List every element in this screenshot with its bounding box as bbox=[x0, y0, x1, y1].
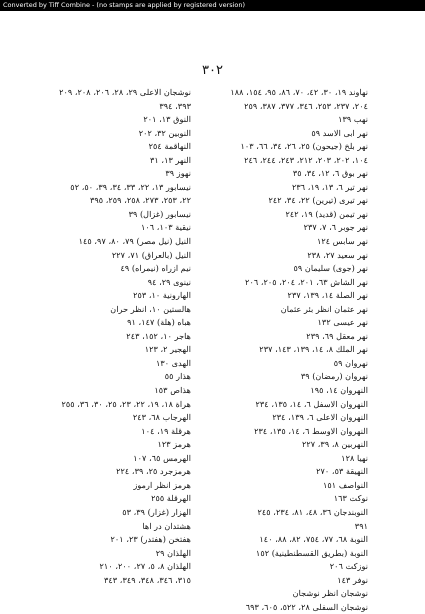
index-entry: النهربين ٨، ٣٩، ٢٢٧ bbox=[301, 439, 368, 450]
index-entry: نهروان (رمضان) ٣٩ bbox=[300, 371, 368, 382]
index-entry: النوبين ٣٢، ٢٠٢ bbox=[138, 127, 191, 138]
index-entry: النوبة ٦٨، ٧٧، ٧٥٤، ٨٢، ٨٨، ١٤٠ bbox=[259, 534, 368, 545]
index-entry: نهوز ٣٩ bbox=[165, 168, 191, 179]
index-entry: هرقلة ١٩، ١٠٤ bbox=[141, 425, 191, 436]
index-entry: نوشجان السفلى ٢٨، ٥٢٢، ٦٠٥، ٦٩٣ bbox=[245, 601, 368, 612]
index-entry: النهروان ١٤، ١٩٥ bbox=[310, 385, 368, 396]
index-entry: نهر الشاش ٦٣، ٢٠١، ٢٠٤، ٢٠٥، ٢٠٦ bbox=[245, 276, 368, 287]
index-entry: النهيقة ٥٣، ٢٧٠ bbox=[316, 466, 368, 477]
index-entry: نهر تير ٦، ١٣، ١٩، ٢٣٦ bbox=[292, 181, 368, 192]
index-entry: النوبة (بطريق القسطنطينية) ١٥٢ bbox=[255, 547, 368, 558]
index-entry: النواصف ١٥١ bbox=[323, 479, 368, 490]
index-entry: هرمز ١٢٣ bbox=[157, 439, 191, 450]
page-number: ٣٠٢ bbox=[202, 63, 223, 78]
index-entry: نهر عثمان انظر بئر عثمان bbox=[280, 303, 368, 314]
index-entry: نيسابور (غزال) ٣٩ bbox=[128, 208, 191, 219]
index-entry: نهر عيسى ١٣٢ bbox=[317, 317, 368, 328]
index-entry: نوفر ١٤٣ bbox=[337, 574, 368, 585]
index-entry: النيل (نيل مصر) ٧٩، ٨٠، ٩٧، ١٤٥ bbox=[78, 236, 191, 247]
index-entry: الهدى ١٣٠ bbox=[155, 357, 191, 368]
index-entry: هالستين ١٠، انظر حران bbox=[110, 303, 191, 314]
index-entry: الهرجاب ٦٨، ٢٤٣ bbox=[132, 412, 191, 423]
index-entry: نهر معقل ٦٩، ٢٣٩ bbox=[306, 330, 368, 341]
index-entry: الهارونية ١٠، ٢٥٣ bbox=[133, 290, 191, 301]
index-entry: هفتخن (هفتدر) ٢٣، ٢٠١ bbox=[110, 534, 191, 545]
index-entry: نهر سابس ١٢٤ bbox=[316, 236, 368, 247]
index-entry: الهلذان ٨، ٥، ٢٧، ٢٠٠، ٢١٠ bbox=[99, 561, 191, 572]
index-entry: النهروان الاعلى ٦، ١٣٩، ٢٣٤ bbox=[272, 412, 368, 423]
index-entry: هذاص ١٥٣ bbox=[154, 385, 191, 396]
index-column-right bbox=[206, 86, 368, 614]
index-entry: النهروان الاسفل ٦، ١٤، ١٣٥، ٢٣٤ bbox=[255, 398, 368, 409]
index-entry: ٣١٥، ٣٤٦، ٣٤٨، ٣٤٩، ٣٤٣ bbox=[103, 574, 191, 585]
index-entry: هباه (هلة) ١٤٧، ٩١ bbox=[127, 317, 191, 328]
index-entry: نهر بوق ٦، ١٢، ٣٤، ٣٥ bbox=[292, 168, 368, 179]
index-entry: نهر الصلة ١٤، ١٣٩، ٢٣٧ bbox=[287, 290, 368, 301]
index-entry: هرمز انظر ارموز bbox=[133, 479, 191, 490]
index-entry: نيم ازراه (نيمراه) ٤٩ bbox=[120, 263, 191, 274]
index-entry: هرمزجرد ٢٥، ٣٩، ٢٢٤ bbox=[116, 466, 191, 477]
index-entry: نوشجان الاعلى ٢٩، ٢٨، ٢٠٦، ٢٠٨، ٢٠٩ bbox=[59, 87, 191, 97]
index-entry: نيقية ١٠٣، ١٠٦ bbox=[140, 222, 191, 233]
index-entry: الهجير ٢، ١٢٣ bbox=[144, 344, 191, 355]
index-entry: نهر ابى الاسد ٥٩ bbox=[311, 127, 368, 138]
index-entry: النهر ١٣، ٣١ bbox=[150, 154, 191, 165]
index-entry: الهرمس ٦٥، ١٠٧ bbox=[133, 452, 191, 463]
index-entry: هراة ١٨، ١٩، ٢٢، ٢٣، ٢٥، ٣٠، ٣٦، ٢٥٥ bbox=[61, 398, 191, 409]
index-entry: نينوى ٢٩، ٩٤ bbox=[147, 276, 191, 287]
index-entry: هاجر ١٠، ١٥٢، ٢٤٣ bbox=[126, 330, 191, 341]
index-entry: هشتدان در اها bbox=[142, 520, 191, 531]
index-entry: النهروان الاوسط ٦، ١٤، ١٣٥، ٢٣٤ bbox=[254, 425, 368, 436]
index-entry: الهزار (غزار) ٣٩، ٥٣ bbox=[122, 506, 191, 517]
index-entry: النيل (بالعراق) ٧١، ٢٢٧ bbox=[111, 249, 191, 260]
index-column-left bbox=[29, 86, 191, 587]
index-entry: ٣٩١ bbox=[354, 520, 368, 531]
index-entry: نوكت ١٦٣ bbox=[333, 493, 368, 504]
index-entry: نهر (جوى) سليمان ٥٩ bbox=[293, 263, 368, 274]
index-entry: نهاوند ١٩، ٣٠، ٤٢، ٧٠، ٨٦، ٩٥، ١٥٤، ١٨٨ bbox=[230, 87, 368, 97]
index-entry: نهر تيمن (قديد) ١٩، ٢٤٢ bbox=[285, 208, 368, 219]
index-entry: ٢٢، ٢٥٣، ٢٧٣، ٢٥٨، ٢٥٩، ٣٩٥ bbox=[89, 195, 191, 206]
index-entry: هذار ٥٥ bbox=[164, 371, 191, 382]
index-entry: النوبندجان ٣٦، ٤٨، ٨١، ٢٣٤، ٢٤٥ bbox=[257, 506, 368, 517]
index-entry: نهيا ١٢٨ bbox=[341, 452, 368, 463]
index-entry: نوشجان انظر نوشجان bbox=[292, 588, 368, 599]
index-entry: الهلذان ٢٩ bbox=[155, 547, 191, 558]
index-entry: نوزكت ٢٠٦ bbox=[329, 561, 368, 572]
index-entry: نهب ١٣٩ bbox=[338, 114, 368, 125]
index-entry: نهروان ٥٩ bbox=[333, 357, 368, 368]
index-entry: نهر سعيد ٢٧، ٢٣٨ bbox=[307, 249, 368, 260]
index-entry: نيسابور ١٣، ٢٢، ٣٣، ٣٤، ٣٩، ٥٠، ٥٢ bbox=[70, 181, 191, 192]
index-entry: النهاقمة ٢٥٤ bbox=[148, 141, 191, 152]
index-entry: ٢٠٤، ٢٣٧، ٢٥٣، ٣٤٦، ٣٧٧، ٣٨٧، ٢٥٩ bbox=[244, 100, 368, 111]
converter-banner: Converted by Tiff Combine - (no stamps are applied by registered version) bbox=[0, 0, 425, 11]
index-entry: نهر الملك ٨، ١٤، ١٣٩، ١٤٣، ٢٣٧ bbox=[259, 344, 368, 355]
index-entry: ٣٩٣، ٣٩٤ bbox=[159, 100, 191, 111]
index-entry: النوق ١٣، ٢٠١ bbox=[143, 114, 191, 125]
index-entry: ١٠٤، ٢٠٢، ٢٠٣، ٢١٢، ٢٤٣، ٢٤٤، ٢٤٦ bbox=[244, 154, 368, 165]
index-entry: الهرقلة ٢٥٥ bbox=[151, 493, 191, 504]
index-entry: نهر بلخ (جيحون) ٢٥، ٢٦، ٣٤، ٦٦، ١٠٣ bbox=[240, 141, 368, 152]
index-entry: نهر تيرى (تيرين) ٢٢، ٣٤، ٢٤٢ bbox=[268, 195, 368, 206]
index-entry: نهر جوبر ٦، ٧، ٢٣٧ bbox=[303, 222, 368, 233]
